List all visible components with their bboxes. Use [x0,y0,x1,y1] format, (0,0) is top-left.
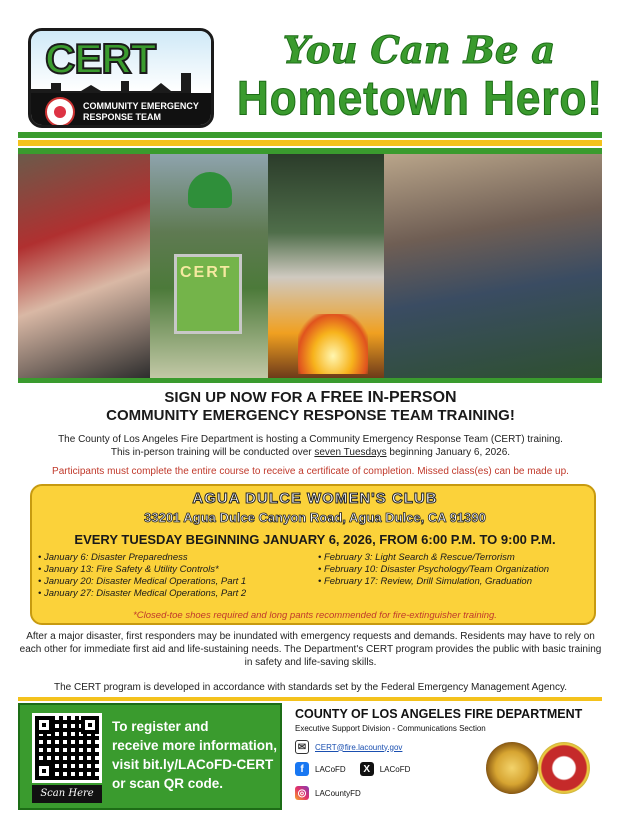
register-box [18,703,282,810]
register-text: To register and receive more information, visit bit.ly/LACoFD-CERT or scan QR code. [112,719,278,791]
x-icon[interactable]: X [360,762,374,776]
header [0,0,621,140]
session-item: • January 6: Disaster Preparedness [38,552,246,564]
photo-first-aid [18,154,150,378]
hero-line1: You Can Be a [282,28,556,72]
email-row [295,740,402,754]
instagram-row [295,786,361,800]
register-link[interactable]: bit.ly/LACoFD-CERT [142,757,274,772]
photo-collage [18,154,602,378]
cert-seal-icon [45,97,75,127]
event-box [30,484,596,625]
fema-paragraph: The CERT program is developed in accordance with standards set by the Federal Emergency Management Agency. [53,682,568,693]
division-name: Executive Support Division - Communications Section [295,724,486,733]
mail-icon: ✉ [295,740,309,754]
session-item: • January 20: Disaster Medical Operations, Part 1 [38,576,246,588]
session-item: • February 17: Review, Drill Simulation, Graduation [318,576,549,588]
training-heading: COMMUNITY EMERGENCY RESPONSE TEAM TRAINING! [106,407,515,424]
session-item: • February 10: Disaster Psychology/Team Organization [318,564,549,576]
green-stripe-bottom [18,378,602,383]
photo-classroom [384,154,602,378]
session-item: • February 3: Light Search & Rescue/Terrorism [318,552,549,564]
intro-line1: The County of Los Angeles Fire Department is hosting a Community Emergency Response Team (CERT) training. [58,434,563,445]
x-handle[interactable]: LACoFD [379,764,411,774]
facebook-handle[interactable]: LACoFD [315,764,346,774]
fire-department-seal-icon [538,742,590,794]
free-in-person-text: FREE IN-PERSON [320,389,457,406]
email-link[interactable]: CERT@fire.lacounty.gov [315,742,403,752]
cert-logo [28,28,214,128]
yellow-divider [18,697,602,701]
shoes-note: *Closed-toe shoes required and long pants recommended for fire-extinguisher training. [133,610,497,621]
logo-sub-line2: RESPONSE TEAM [83,112,162,122]
facebook-icon[interactable]: f [295,762,309,776]
session-item: • January 27: Disaster Medical Operations, Part 2 [38,588,246,600]
session-list-left [38,552,246,600]
venue-name: AGUA DULCE WOMEN'S CLUB [192,490,438,507]
logo-sub-line1: COMMUNITY EMERGENCY [83,101,199,111]
logo-word: CERT [45,35,156,82]
flame-graphic [298,314,368,374]
instagram-handle[interactable]: LACountyFD [315,788,361,798]
vest-text: CERT [180,264,232,281]
social-row [295,762,410,776]
seven-tuesdays-text: seven Tuesdays [314,447,387,458]
completion-notice: Participants must complete the entire course to receive a certificate of completion. Missed class(es) can be made up. [52,466,569,477]
signup-heading: SIGN UP NOW FOR A FREE IN-PERSON [164,389,457,406]
disaster-paragraph: After a major disaster, first responders may be inundated with emergency requests and demands. Residents may have to rely on each other for immediate first aid and life-sustaining needs. The Department's CERT program provides the public with basic training in safety and life-saving skills. [19,631,602,668]
qr-code[interactable] [32,713,102,783]
intro-paragraph [0,433,621,459]
schedule-text: EVERY TUESDAY BEGINNING JANUARY 6, 2026, FROM 6:00 P.M. TO 9:00 P.M. [74,532,556,547]
venue-address: 33201 Agua Dulce Canyon Road, Agua Dulce, CA 91390 [144,510,486,525]
helmet-graphic [188,172,232,208]
yellow-stripe-top [18,140,602,146]
county-seal-icon [486,742,538,794]
green-stripe-top [18,132,602,138]
hero-line2: Hometown Hero! [237,71,603,126]
photo-fire-training [268,154,384,378]
intro-line2: This in-person training will be conducted over seven Tuesdays beginning January 6, 2026. [110,447,511,458]
photo-cert-volunteer [150,154,268,378]
instagram-icon[interactable]: ◎ [295,786,309,800]
scan-here-label: Scan Here [32,785,102,803]
department-name: COUNTY OF LOS ANGELES FIRE DEPARTMENT [295,707,583,721]
session-item: • January 13: Fire Safety & Utility Controls* [38,564,246,576]
session-list-right [318,552,549,588]
